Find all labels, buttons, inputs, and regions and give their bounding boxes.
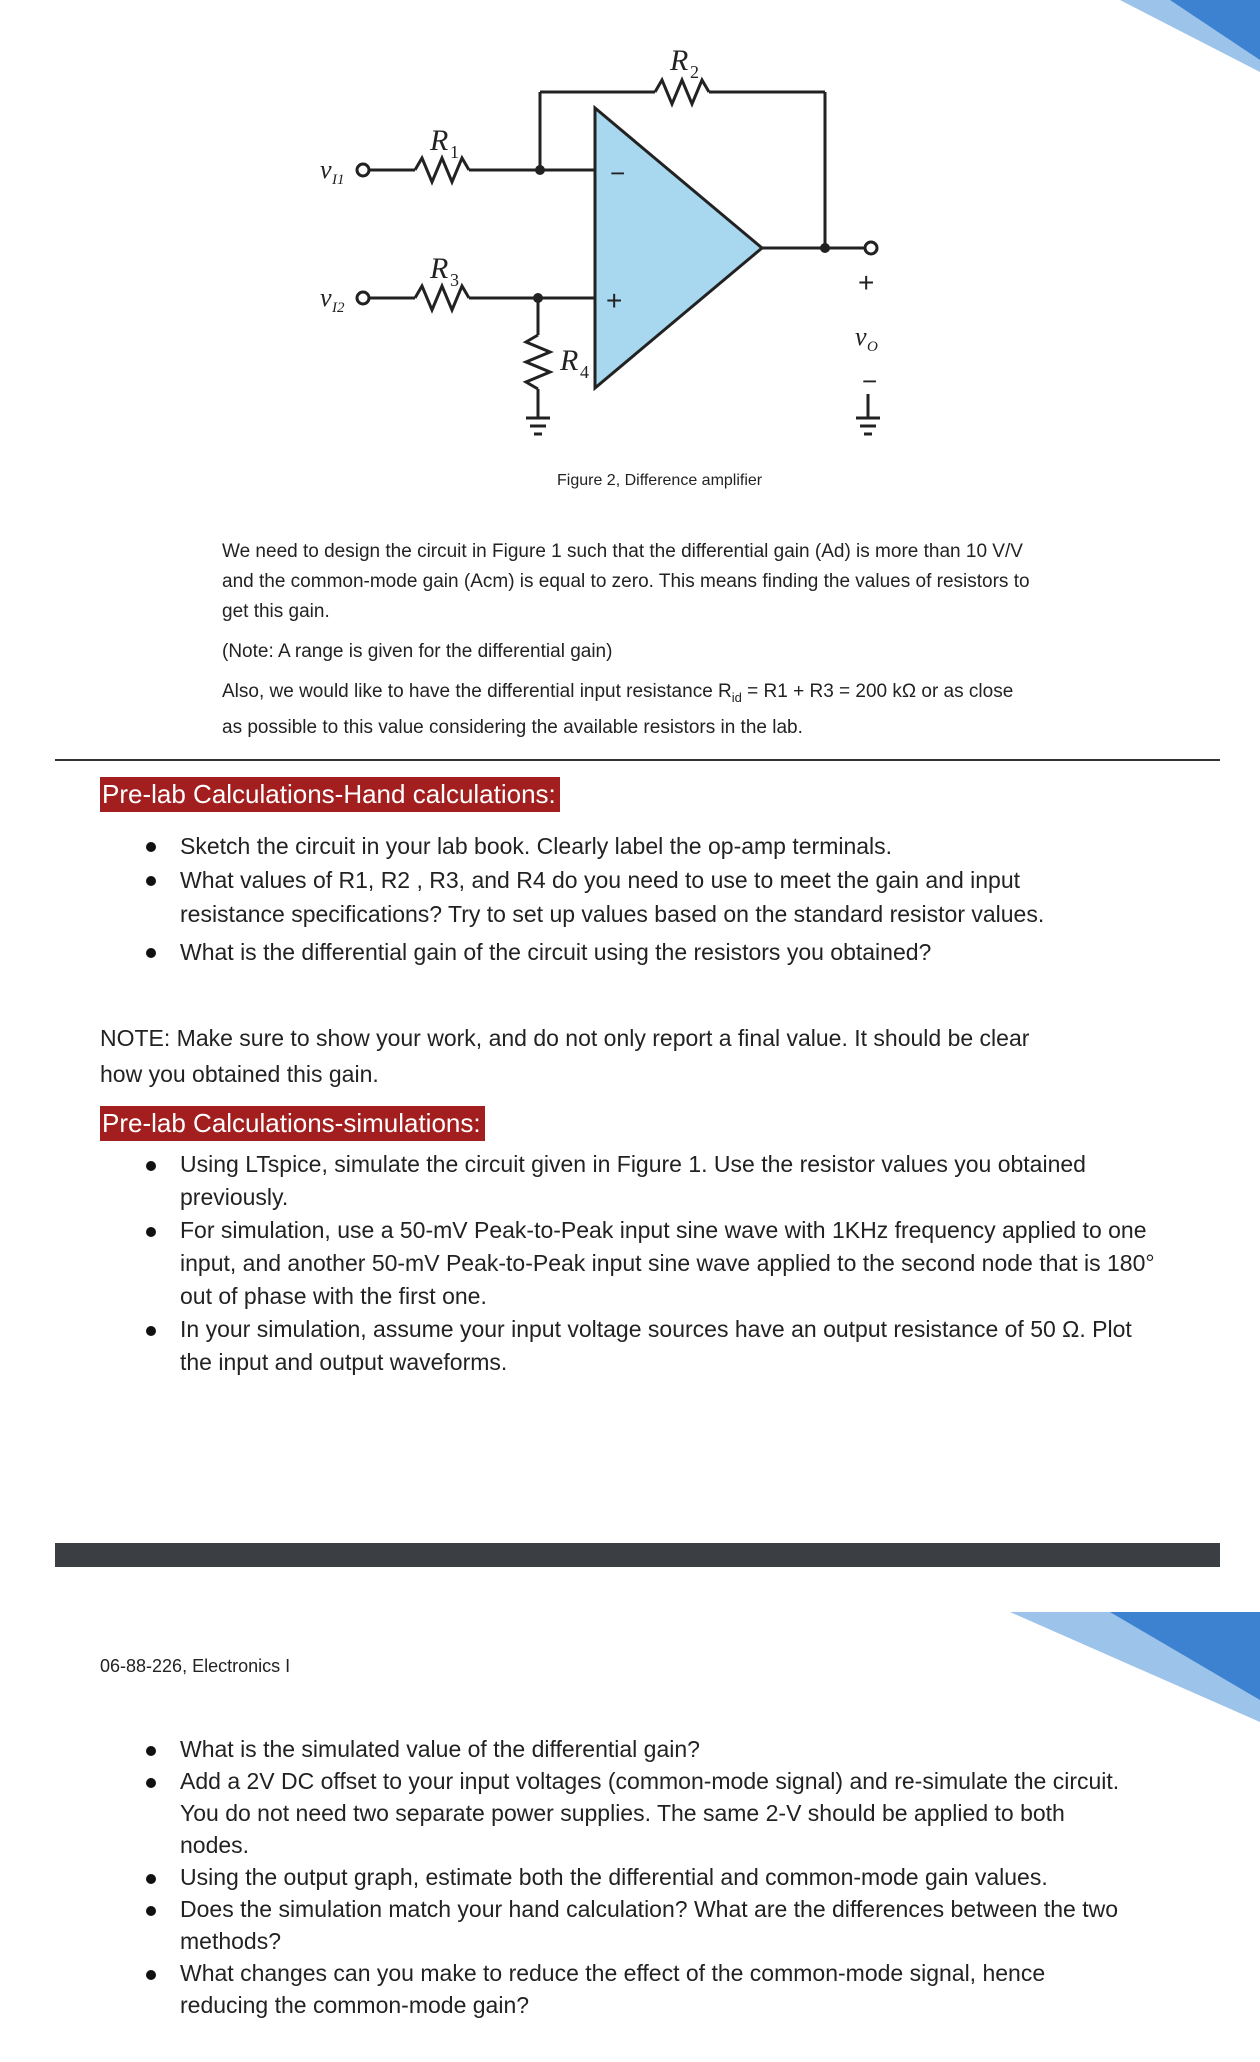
- list-item: What is the simulated value of the differential gain?: [100, 1733, 1130, 1765]
- intro-paragraph-3: [222, 677, 1032, 743]
- output-plus-sign: +: [858, 267, 875, 298]
- bullet-icon: [146, 1326, 156, 1336]
- bullet-icon: [146, 842, 156, 852]
- list-item: What values of R1, R2 , R3, and R4 do you need to use to meet the gain and input resistance specifications? Try to set up values based on the standard resistor values.: [100, 863, 1060, 931]
- bullet-icon: [146, 1970, 156, 1980]
- intro-paragraph-3b: = R1 + R3 = 200 kΩ or as close as possible to this value considering the available resistors in the lab.: [222, 681, 1014, 738]
- r2-label: R: [670, 44, 689, 77]
- simulations-list: [100, 1148, 1170, 1379]
- page-break-bar: [55, 1543, 1220, 1567]
- r3-subscript: 3: [450, 270, 459, 290]
- circuit-diagram: [280, 30, 960, 450]
- vi2-subscript: I2: [332, 300, 345, 316]
- figure-caption: Figure 2, Difference amplifier: [557, 472, 763, 489]
- bullet-icon: [146, 1906, 156, 1916]
- rid-subscript: id: [731, 689, 742, 705]
- bullet-icon: [146, 1746, 156, 1756]
- vi1-label: v: [320, 155, 332, 184]
- bullet-icon: [146, 876, 156, 886]
- list-item: Add a 2V DC offset to your input voltages (common-mode signal) and re-simulate the circuit. You do not need two separate power supplies. The same 2-V should be applied to both nodes.: [100, 1765, 1130, 1861]
- intro-paragraph-1: We need to design the circuit in Figure 1 such that the differential gain (Ad) is more than 10 V/V and the common-mode gain (Acm) is equal to zero. This means finding the values of resistors to get this gain.: [222, 541, 1030, 622]
- r2-subscript: 2: [690, 62, 699, 82]
- difference-amplifier-figure: [280, 30, 960, 450]
- r4-subscript: 4: [580, 362, 589, 382]
- list-item: Using the output graph, estimate both the differential and common-mode gain values.: [100, 1861, 1130, 1893]
- course-footer: 06-88-226, Electronics I: [100, 1656, 291, 1676]
- hand-calculations-list: [100, 829, 1060, 969]
- section-heading-simulations: Pre-lab Calculations-simulations:: [100, 1106, 485, 1141]
- r3-label: R: [430, 252, 449, 285]
- r4-label: R: [560, 344, 579, 377]
- list-item: Sketch the circuit in your lab book. Clearly label the op-amp terminals.: [100, 829, 1060, 863]
- list-item: What changes can you make to reduce the effect of the common-mode signal, hence reducing the common-mode gain?: [100, 1957, 1130, 2021]
- intro-paragraph-2: (Note: A range is given for the differential gain): [222, 641, 613, 662]
- bullet-icon: [146, 1161, 156, 1171]
- vo-subscript: O: [867, 339, 878, 355]
- list-item: For simulation, use a 50-mV Peak-to-Peak input sine wave with 1KHz frequency applied to one input, and another 50-mV Peak-to-Peak input sine wave applied to the second node that is 180° out of phase with the first one.: [100, 1214, 1170, 1313]
- r1-subscript: 1: [450, 142, 459, 162]
- inverting-input-sign: −: [610, 158, 626, 188]
- list-item: Does the simulation match your hand calculation? What are the differences between the two methods?: [100, 1893, 1130, 1957]
- note-paragraph: NOTE: Make sure to show your work, and do not only report a final value. It should be clear how you obtained this gain.: [100, 1025, 1030, 1087]
- simulation-questions-list: [100, 1733, 1130, 2021]
- corner-decoration-page2: [1010, 1612, 1260, 1722]
- list-item: In your simulation, assume your input voltage sources have an output resistance of 50 Ω. Plot the input and output waveforms.: [100, 1313, 1170, 1379]
- section-heading-hand-calculations: Pre-lab Calculations-Hand calculations:: [100, 777, 560, 812]
- output-minus-sign: −: [862, 366, 878, 396]
- divider-line-top: [55, 759, 1220, 761]
- list-item: What is the differential gain of the circuit using the resistors you obtained?: [100, 935, 1060, 969]
- bullet-icon: [146, 1227, 156, 1237]
- intro-paragraph-3a: Also, we would like to have the differential input resistance R: [222, 681, 732, 702]
- bullet-icon: [146, 1778, 156, 1788]
- bullet-icon: [146, 948, 156, 958]
- vi1-subscript: I1: [332, 172, 345, 188]
- corner-decoration-top: [1100, 0, 1260, 80]
- list-item: Using LTspice, simulate the circuit given in Figure 1. Use the resistor values you obtained previously.: [100, 1148, 1170, 1214]
- r1-label: R: [430, 124, 449, 157]
- vo-label: v: [855, 322, 867, 351]
- vi2-label: v: [320, 283, 332, 312]
- opamp-triangle: [595, 108, 762, 388]
- noninverting-input-sign: +: [606, 285, 623, 316]
- intro-text: [222, 537, 1032, 743]
- bullet-icon: [146, 1874, 156, 1884]
